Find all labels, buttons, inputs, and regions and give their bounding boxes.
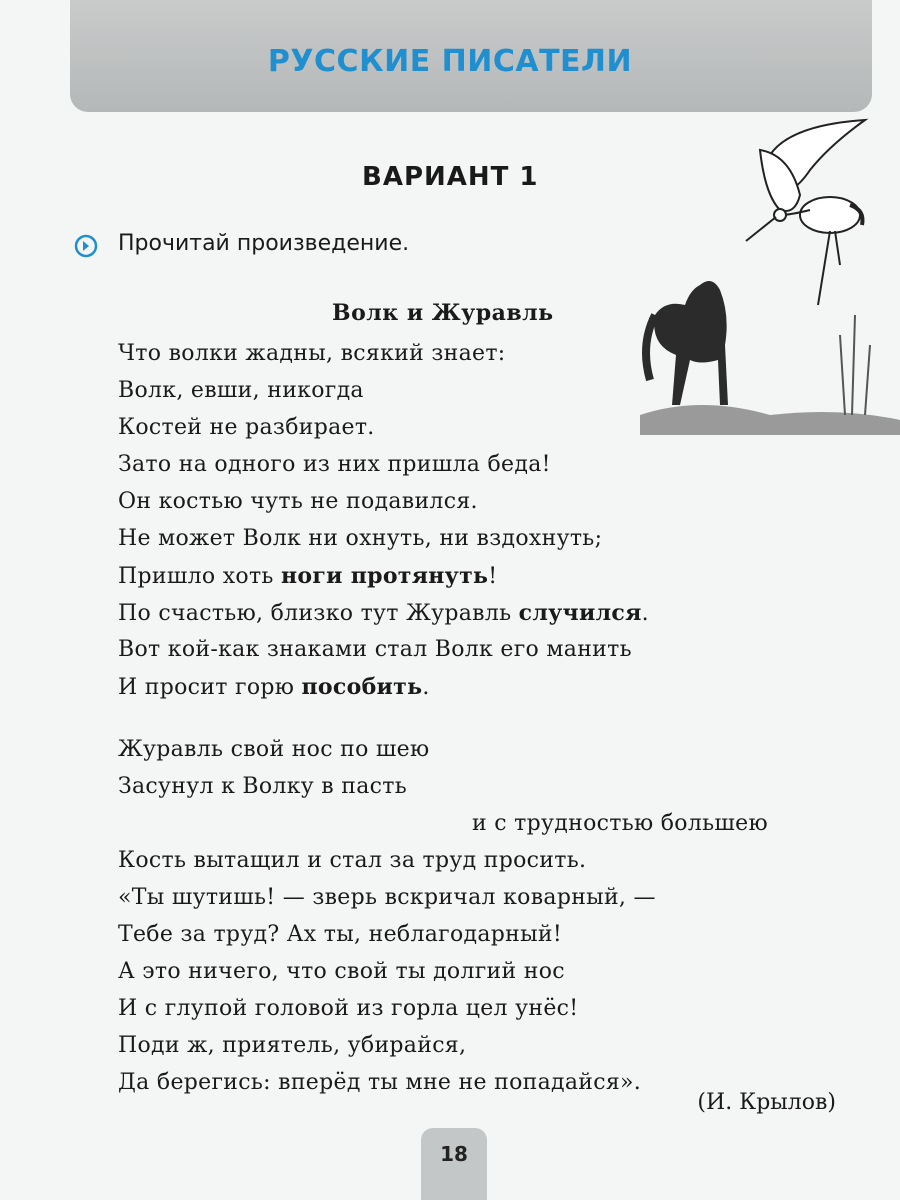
poem-bold-text: ноги протянуть	[281, 563, 489, 589]
chapter-title: РУССКИЕ ПИСАТЕЛИ	[267, 44, 633, 79]
poem-line: Что волки жадны, всякий знает:	[118, 341, 506, 366]
poem-line: И с глупой головой из горла цел унёс!	[118, 996, 579, 1021]
poem-title: Волк и Журавль	[332, 300, 554, 326]
poem-text: .	[422, 675, 430, 700]
poem-line	[118, 600, 649, 626]
poem-bold-text: пособить	[301, 674, 423, 700]
poem-line: Он костью чуть не подавился.	[118, 489, 478, 514]
poem-line	[118, 674, 430, 700]
poem-line: Костей не разбирает.	[118, 415, 375, 440]
page-number: 18	[440, 1142, 468, 1166]
poem-line: и с трудностью большею	[472, 811, 768, 836]
poem-text: И просит горю	[118, 675, 302, 700]
poem-text: По счастью, близко тут Журавль	[118, 601, 519, 626]
poem-text: !	[488, 564, 498, 589]
poem-line: Поди ж, приятель, убирайся,	[118, 1033, 467, 1058]
poem-line: Волк, евши, никогда	[118, 378, 364, 403]
poem-line: Да берегись: вперёд ты мне не попадайся».	[118, 1070, 642, 1095]
poem-line: Зато на одного из них пришла беда!	[118, 452, 551, 477]
poem-author: (И. Крылов)	[697, 1090, 836, 1115]
poem-line: Кость вытащил и стал за труд просить.	[118, 848, 587, 873]
poem-line: А это ничего, что свой ты долгий нос	[118, 959, 565, 984]
poem-line	[118, 563, 497, 589]
task-instruction: Прочитай произведение.	[118, 231, 410, 256]
poem-line: Не может Волк ни охнуть, ни вздохнуть;	[118, 526, 603, 551]
poem-line: Журавль свой нос по шею	[118, 737, 430, 762]
poem-text: .	[641, 601, 649, 626]
poem-line: «Ты шутишь! — зверь вскричал коварный, —	[118, 885, 656, 910]
poem-bold-text: случился	[518, 600, 642, 626]
poem-line: Засунул к Волку в пасть	[118, 774, 408, 799]
poem-line: Вот кой-как знаками стал Волк его манить	[118, 637, 632, 662]
crane-and-wolf-illustration	[640, 115, 900, 435]
poem-line: Тебе за труд? Ах ты, неблагодарный!	[118, 922, 563, 947]
poem-text: Пришло хоть	[118, 564, 281, 589]
page-number-tab	[421, 1128, 487, 1200]
task-marker-icon	[74, 234, 98, 258]
variant-heading: ВАРИАНТ 1	[362, 162, 539, 192]
